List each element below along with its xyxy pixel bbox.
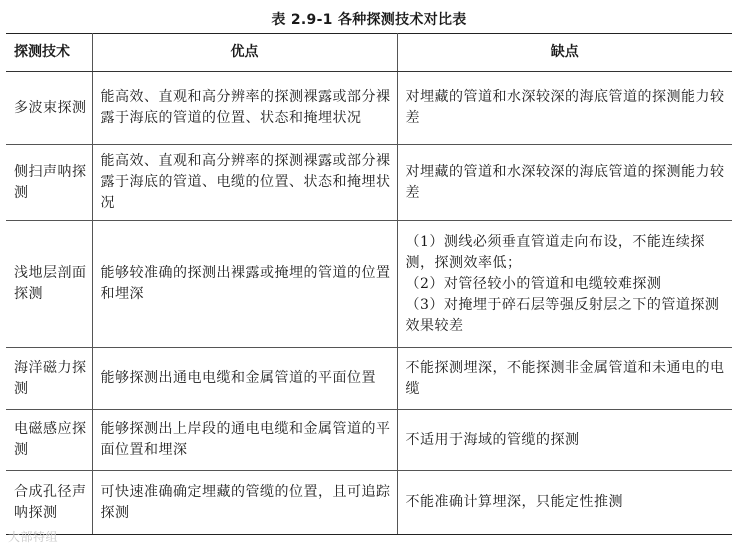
pros-cell [92, 221, 397, 348]
cons-text: 不能探测埋深，不能探测非金属管道和未通电的电缆 [405, 359, 725, 397]
cons-cell [397, 471, 732, 535]
pros-text: 能够探测出上岸段的通电电缆和金属管道的平面位置和埋深 [100, 421, 391, 458]
table-row [6, 471, 732, 535]
table-row [6, 348, 732, 410]
pros-text: 能高效、直观和高分辨率的探测裸露或部分裸露于海底的管道、电缆的位置、状态和掩埋状况 [100, 153, 391, 211]
pros-cell [92, 410, 397, 471]
tech-cell: 浅地层剖面探测 [6, 221, 92, 348]
cons-text: 对埋藏的管道和水深较深的海底管道的探测能力较差 [405, 89, 725, 126]
header-disadvantages: 缺点 [397, 34, 732, 72]
pros-cell [92, 145, 397, 221]
cons-cell [397, 72, 732, 145]
header-technique: 探测技术 [6, 34, 92, 72]
cons-cell [397, 410, 732, 471]
cons-item-3: （3）对掩埋于碎石层等强反射层之下的管道探测效果较差 [405, 296, 720, 334]
header-advantages: 优点 [92, 34, 397, 72]
pros-text: 能够较准确的探测出裸露或掩埋的管道的位置和埋深 [100, 265, 391, 302]
tech-cell: 侧扫声呐探测 [6, 145, 92, 221]
comparison-table [6, 33, 732, 535]
pros-cell [92, 72, 397, 145]
table-row [6, 410, 732, 471]
pros-cell [92, 348, 397, 410]
table-row [6, 145, 732, 221]
tech-cell: 多波束探测 [6, 72, 92, 145]
table-row [6, 72, 732, 145]
table-header-row [6, 34, 732, 72]
cons-cell [397, 221, 732, 348]
cons-item-2: （2）对管径较小的管道和电缆较难探测 [405, 275, 662, 292]
pros-cell [92, 471, 397, 535]
pros-text: 可快速准确确定埋藏的管缆的位置，且可追踪探测 [100, 483, 391, 521]
cons-text: 不适用于海域的管缆的探测 [405, 431, 580, 448]
pros-text: 能够探测出通电电缆和金属管道的平面位置 [100, 370, 376, 386]
watermark: 大部特组 [8, 530, 59, 544]
cons-text: 不能准确计算埋深，只能定性推测 [405, 494, 623, 510]
tech-cell: 电磁感应探测 [6, 410, 92, 471]
pros-text: 能高效、直观和高分辨率的探测裸露或部分裸露于海底的管道的位置、状态和掩埋状况 [100, 89, 391, 126]
cons-cell [397, 348, 732, 410]
table-row [6, 221, 732, 348]
tech-cell: 合成孔径声呐探测 [6, 471, 92, 535]
tech-cell: 海洋磁力探测 [6, 348, 92, 410]
table-caption: 表 2.9-1 各种探测技术对比表 [271, 12, 467, 28]
cons-item-1: （1）测线必须垂直管道走向布设，不能连续探测，探测效率低； [405, 233, 705, 271]
cons-cell [397, 145, 732, 221]
cons-text: 对埋藏的管道和水深较深的海底管道的探测能力较差 [405, 163, 725, 201]
